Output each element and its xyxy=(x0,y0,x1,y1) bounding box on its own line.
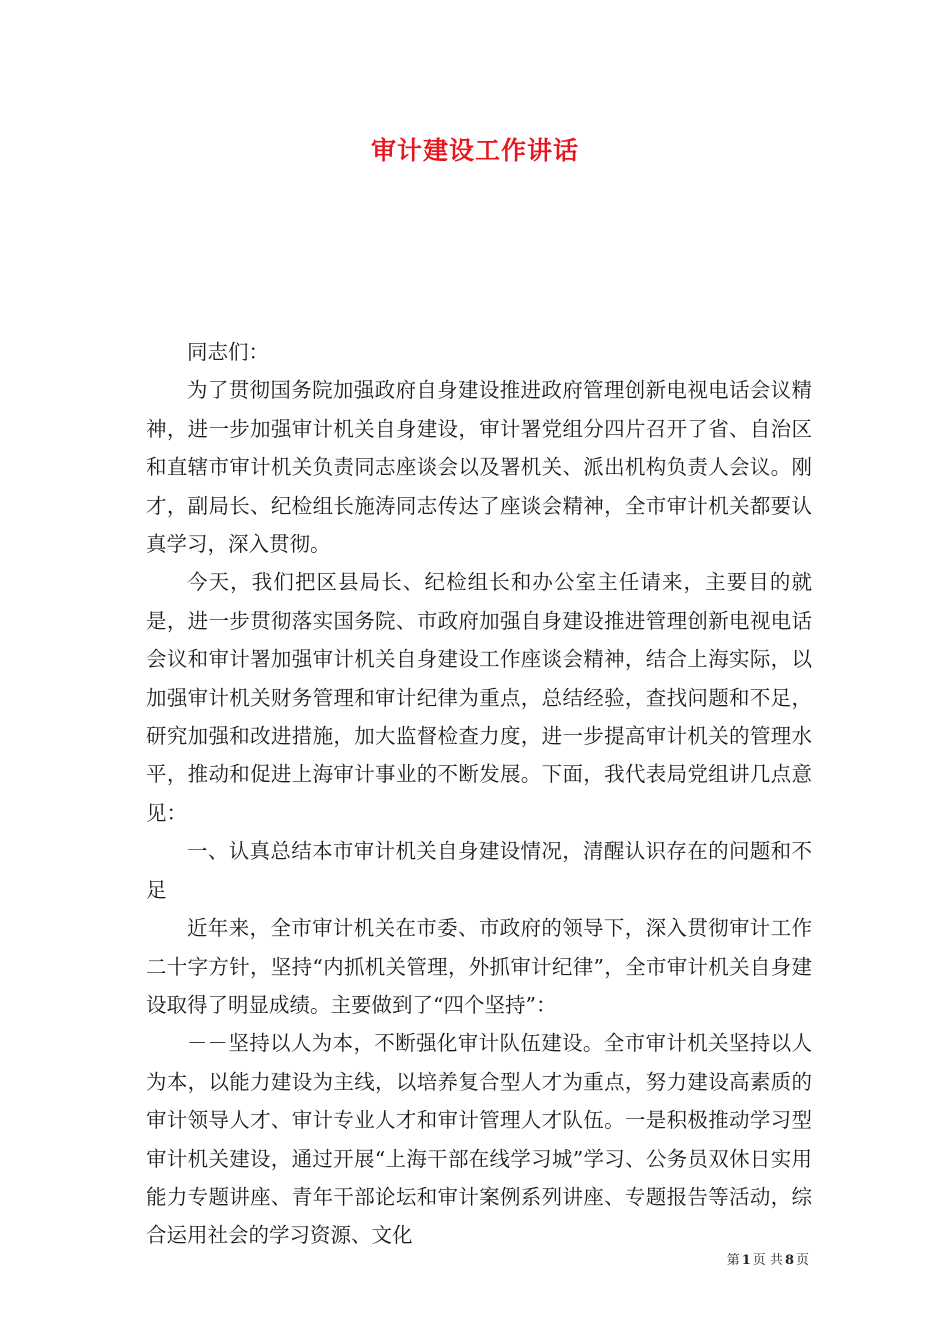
paragraph: 近年来，全市审计机关在市委、市政府的领导下，深入贯彻审计工作二十字方针，坚持“内抓机关管理，外抓审计纪律”，全市审计机关自身建设取得了明显成绩。主要做到了“四个坚持”： xyxy=(146,916,812,1017)
footer-suffix: 页 xyxy=(795,1253,809,1268)
paragraph: 为了贯彻国务院加强政府自身建设推进政府管理创新电视电话会议精神，进一步加强审计机关自身建设，审计署党组分四片召开了省、自治区和直辖市审计机关负责同志座谈会以及署机关、派出机构负责人会议。刚才，副局长、纪检组长施涛同志传达了座谈会精神，全市审计机关都要认真学习，深入贯彻。 xyxy=(146,378,812,557)
paragraph: 今天，我们把区县局长、纪检组长和办公室主任请来，主要目的就是，进一步贯彻落实国务院、市政府加强自身建设推进管理创新电视电话会议和审计署加强审计机关自身建设工作座谈会精神，结合上海实际，以加强审计机关财务管理和审计纪律为重点，总结经验，查找问题和不足，研究加强和改进措施，加大监督检查力度，进一步提高审计机关的管理水平，推动和促进上海审计事业的不断发展。下面，我代表局党组讲几点意见： xyxy=(146,570,812,825)
footer-middle: 页 共 xyxy=(752,1253,783,1268)
paragraph: －－坚持以人为本，不断强化审计队伍建设。全市审计机关坚持以人为本，以能力建设为主线，以培养复合型人才为重点，努力建设高素质的审计领导人才、审计专业人才和审计管理人才队伍。一是积极推动学习型审计机关建设，通过开展“上海干部在线学习城”学习、公务员双休日实用能力专题讲座、青年干部论坛和审计案例系列讲座、专题报告等活动，综合运用社会的学习资源、文化 xyxy=(146,1031,812,1248)
salutation: 同志们： xyxy=(187,340,269,364)
total-pages-number: 8 xyxy=(784,1253,794,1268)
page-footer xyxy=(727,1249,809,1268)
footer-prefix: 第 xyxy=(726,1253,740,1268)
current-page-number: 1 xyxy=(741,1253,751,1268)
document-body xyxy=(146,333,812,1255)
section-heading: 一、认真总结本市审计机关自身建设情况，清醒认识存在的问题和不足 xyxy=(146,839,812,902)
document-title: 审计建设工作讲话 xyxy=(370,136,579,165)
